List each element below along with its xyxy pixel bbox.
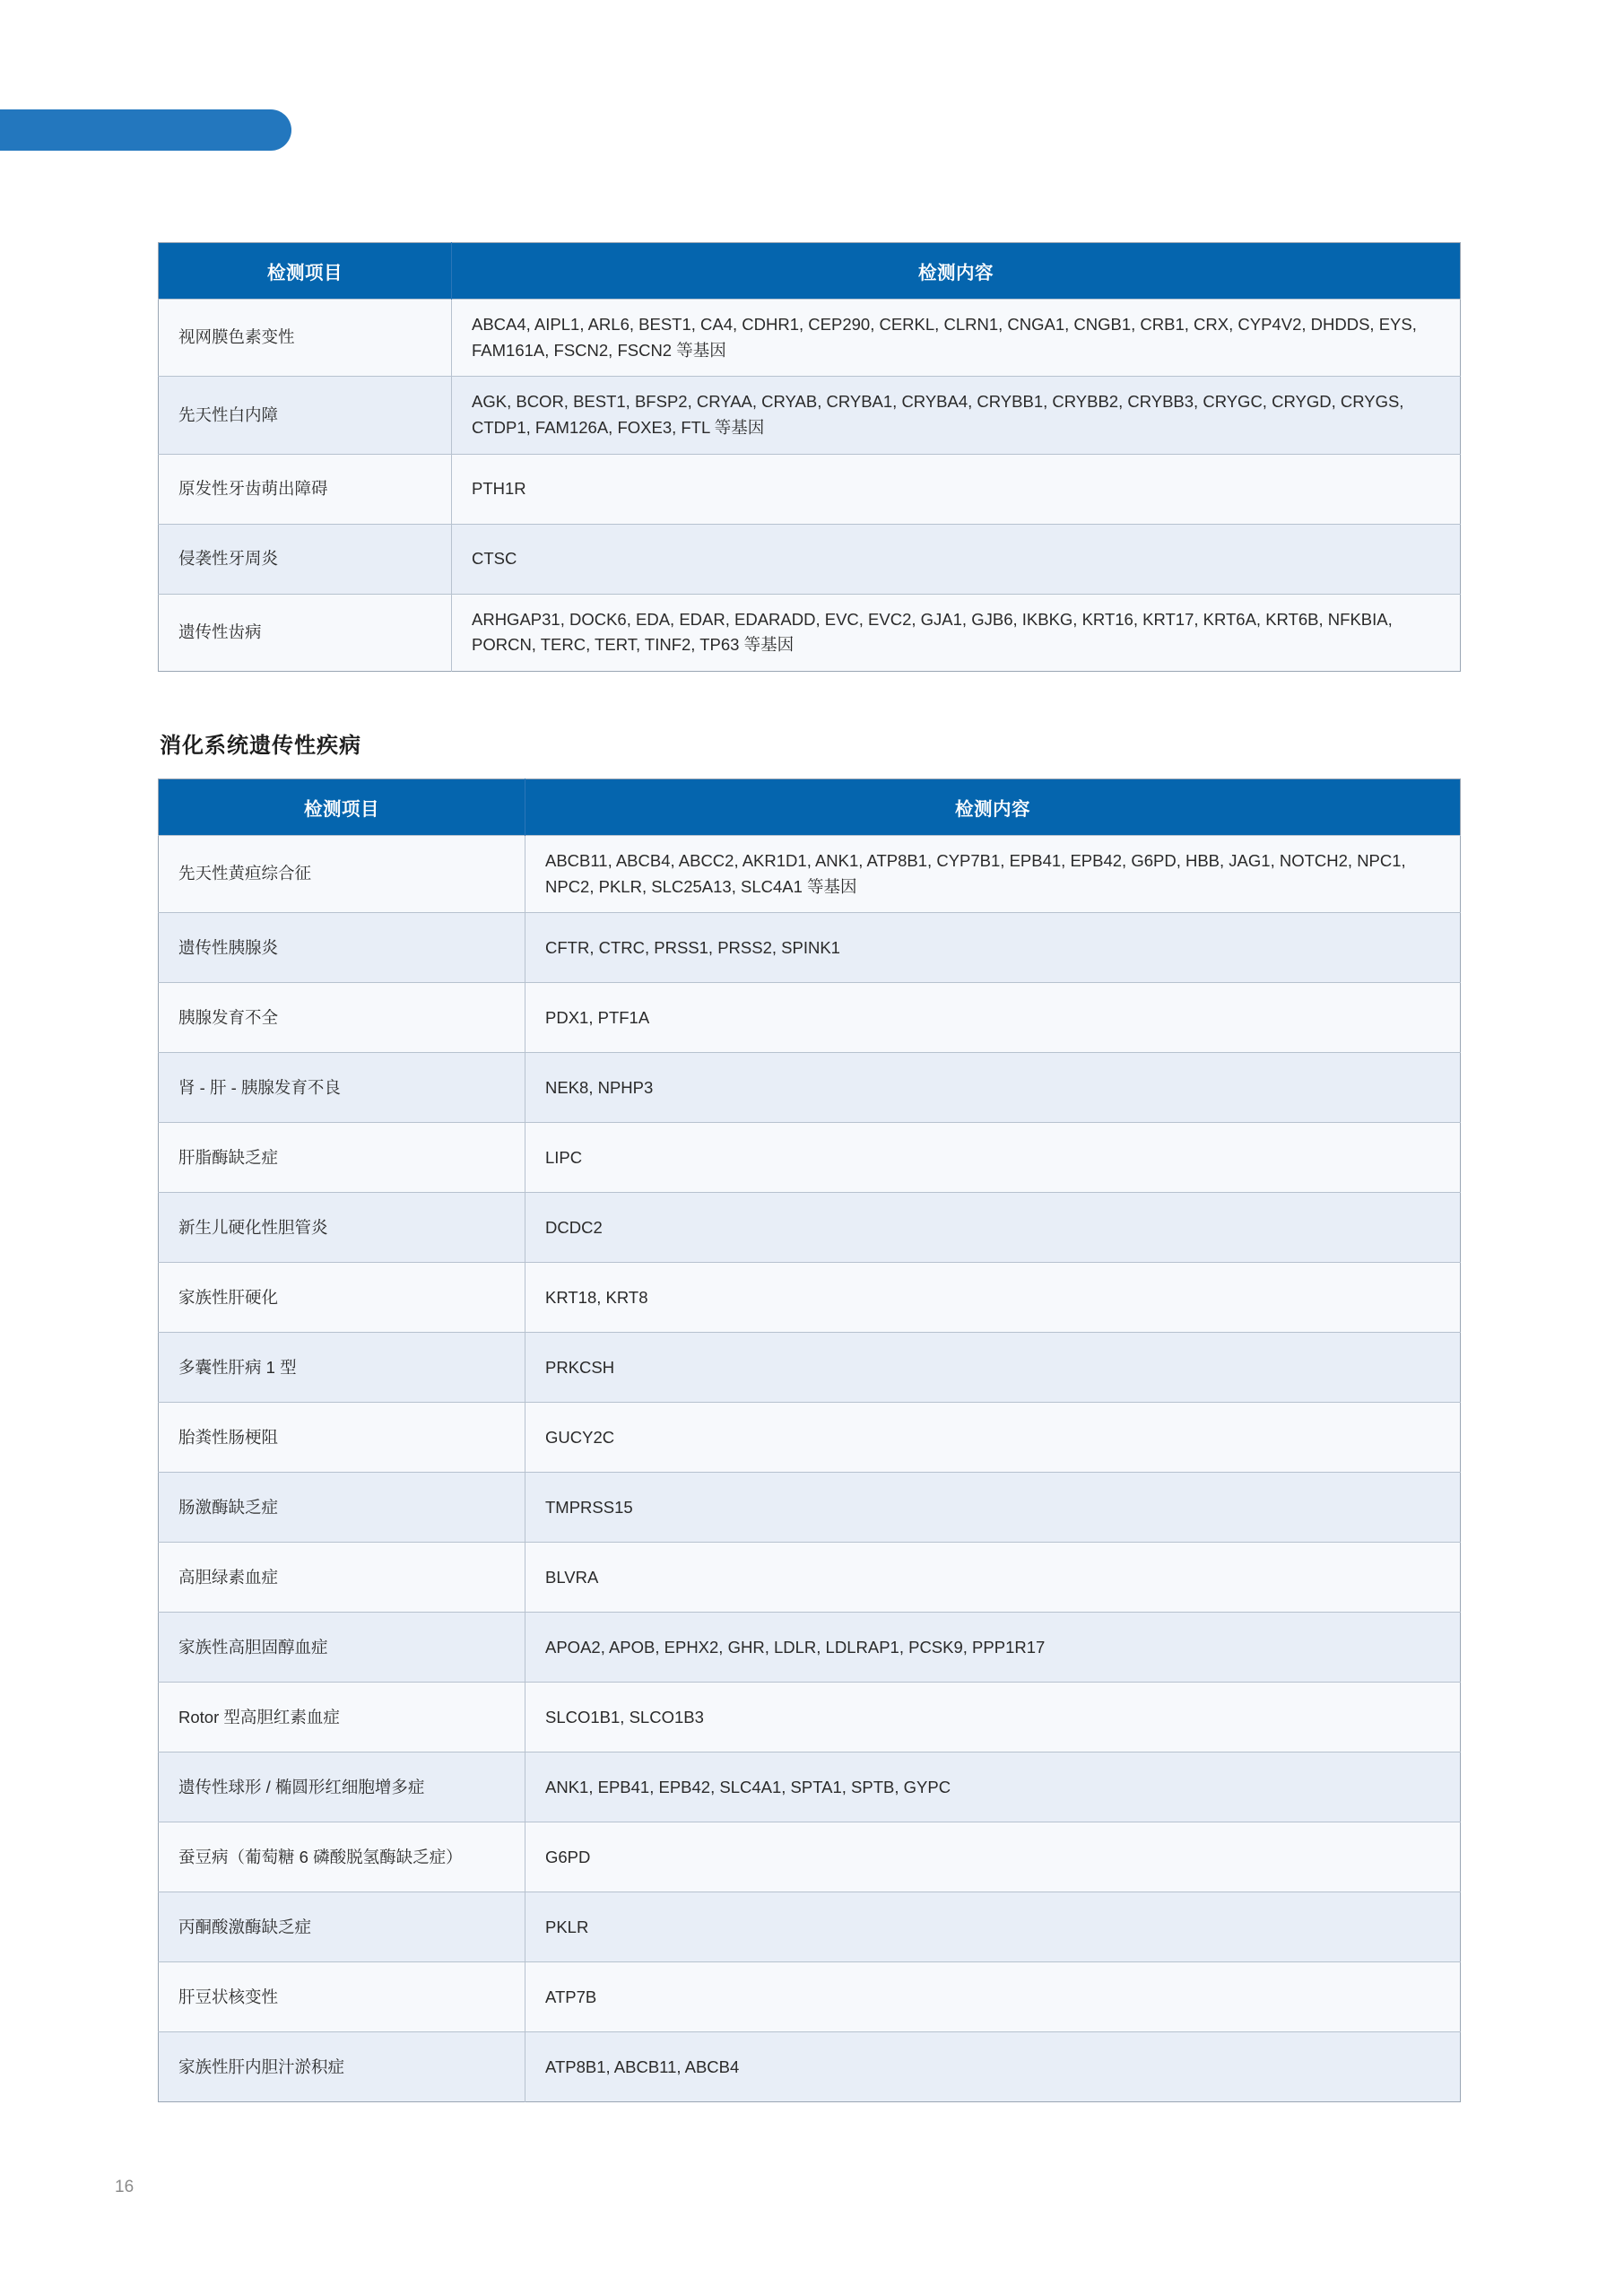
table-row xyxy=(159,524,1461,594)
table-row xyxy=(159,1333,1461,1403)
cell-item: 原发性牙齿萌出障碍 xyxy=(159,454,452,524)
cell-item: 丙酮酸激酶缺乏症 xyxy=(159,1892,525,1962)
table-row xyxy=(159,300,1461,377)
cell-item: 先天性白内障 xyxy=(159,377,452,454)
table-row xyxy=(159,1053,1461,1123)
cell-content: CTSC xyxy=(452,524,1461,594)
column-header-item: 检测项目 xyxy=(159,243,452,300)
cell-item: 肾 - 肝 - 胰腺发育不良 xyxy=(159,1053,525,1123)
table-header-row xyxy=(159,243,1461,300)
cell-content: DCDC2 xyxy=(525,1193,1461,1263)
table-row xyxy=(159,1473,1461,1543)
table-row xyxy=(159,1613,1461,1683)
cell-item: 遗传性齿病 xyxy=(159,594,452,671)
table-row xyxy=(159,1123,1461,1193)
page-content xyxy=(158,242,1460,2102)
cell-content: GUCY2C xyxy=(525,1403,1461,1473)
table-row xyxy=(159,1543,1461,1613)
gene-panel-table-retina-oral xyxy=(158,242,1461,672)
column-header-item: 检测项目 xyxy=(159,779,525,836)
cell-content: LIPC xyxy=(525,1123,1461,1193)
cell-item: 多囊性肝病 1 型 xyxy=(159,1333,525,1403)
table-row xyxy=(159,1403,1461,1473)
cell-item: 新生儿硬化性胆管炎 xyxy=(159,1193,525,1263)
cell-content: KRT18, KRT8 xyxy=(525,1263,1461,1333)
cell-content: PDX1, PTF1A xyxy=(525,983,1461,1053)
cell-content: ATP8B1, ABCB11, ABCB4 xyxy=(525,2032,1461,2102)
table-row xyxy=(159,1962,1461,2032)
table-row xyxy=(159,1822,1461,1892)
cell-content: ANK1, EPB41, EPB42, SLC4A1, SPTA1, SPTB, GYPC xyxy=(525,1752,1461,1822)
table-row xyxy=(159,913,1461,983)
table-row xyxy=(159,1193,1461,1263)
table-row xyxy=(159,1263,1461,1333)
cell-item: 先天性黄疸综合征 xyxy=(159,836,525,913)
table-row xyxy=(159,594,1461,671)
table-body-retina-oral xyxy=(159,300,1461,672)
table-row xyxy=(159,983,1461,1053)
table-header xyxy=(159,243,1461,300)
cell-content: G6PD xyxy=(525,1822,1461,1892)
cell-content: PRKCSH xyxy=(525,1333,1461,1403)
table-row xyxy=(159,454,1461,524)
cell-content: CFTR, CTRC, PRSS1, PRSS2, SPINK1 xyxy=(525,913,1461,983)
column-header-content: 检测内容 xyxy=(452,243,1461,300)
cell-item: 侵袭性牙周炎 xyxy=(159,524,452,594)
cell-item: 肠激酶缺乏症 xyxy=(159,1473,525,1543)
cell-content: APOA2, APOB, EPHX2, GHR, LDLR, LDLRAP1, PCSK9, PPP1R17 xyxy=(525,1613,1461,1683)
cell-content: TMPRSS15 xyxy=(525,1473,1461,1543)
cell-content: ARHGAP31, DOCK6, EDA, EDAR, EDARADD, EVC, EVC2, GJA1, GJB6, IKBKG, KRT16, KRT17, KRT6A, KRT6B, NFKBIA, PORCN, TERC, TERT, TINF2, TP63 等基因 xyxy=(452,594,1461,671)
section-heading-digestive: 消化系统遗传性疾病 xyxy=(160,734,361,759)
cell-content: ABCB11, ABCB4, ABCC2, AKR1D1, ANK1, ATP8B1, CYP7B1, EPB41, EPB42, G6PD, HBB, JAG1, NOTCH2, NPC1, NPC2, PKLR, SLC25A13, SLC4A1 等基因 xyxy=(525,836,1461,913)
cell-item: 蚕豆病（葡萄糖 6 磷酸脱氢酶缺乏症） xyxy=(159,1822,525,1892)
cell-item: 家族性高胆固醇血症 xyxy=(159,1613,525,1683)
cell-content: BLVRA xyxy=(525,1543,1461,1613)
table-body-digestive xyxy=(159,836,1461,2102)
cell-item: 高胆绿素血症 xyxy=(159,1543,525,1613)
cell-item: 家族性肝内胆汁淤积症 xyxy=(159,2032,525,2102)
table-header xyxy=(159,779,1461,836)
cell-item: 遗传性胰腺炎 xyxy=(159,913,525,983)
cell-item: 家族性肝硬化 xyxy=(159,1263,525,1333)
table-row xyxy=(159,1892,1461,1962)
cell-content: AGK, BCOR, BEST1, BFSP2, CRYAA, CRYAB, CRYBA1, CRYBA4, CRYBB1, CRYBB2, CRYBB3, CRYGC, CRYGD, CRYGS, CTDP1, FAM126A, FOXE3, FTL 等基因 xyxy=(452,377,1461,454)
cell-content: SLCO1B1, SLCO1B3 xyxy=(525,1683,1461,1752)
page-number: 16 xyxy=(115,2178,135,2196)
table-row xyxy=(159,377,1461,454)
cell-content: NEK8, NPHP3 xyxy=(525,1053,1461,1123)
cell-item: 肝豆状核变性 xyxy=(159,1962,525,2032)
table-row xyxy=(159,836,1461,913)
table-header-row xyxy=(159,779,1461,836)
table-row xyxy=(159,1683,1461,1752)
gene-panel-table-digestive xyxy=(158,778,1461,2102)
cell-item: 遗传性球形 / 椭圆形红细胞增多症 xyxy=(159,1752,525,1822)
cell-item: 胎粪性肠梗阻 xyxy=(159,1403,525,1473)
column-header-content: 检测内容 xyxy=(525,779,1461,836)
cell-content: PTH1R xyxy=(452,454,1461,524)
cell-item: 肝脂酶缺乏症 xyxy=(159,1123,525,1193)
cell-item: 视网膜色素变性 xyxy=(159,300,452,377)
cell-content: ATP7B xyxy=(525,1962,1461,2032)
decorative-accent-bar xyxy=(0,109,291,151)
cell-content: PKLR xyxy=(525,1892,1461,1962)
table-row xyxy=(159,1752,1461,1822)
table-row xyxy=(159,2032,1461,2102)
cell-item: 胰腺发育不全 xyxy=(159,983,525,1053)
cell-item: Rotor 型高胆红素血症 xyxy=(159,1683,525,1752)
cell-content: ABCA4, AIPL1, ARL6, BEST1, CA4, CDHR1, CEP290, CERKL, CLRN1, CNGA1, CNGB1, CRB1, CRX, CYP4V2, DHDDS, EYS, FAM161A, FSCN2, FSCN2 等基因 xyxy=(452,300,1461,377)
